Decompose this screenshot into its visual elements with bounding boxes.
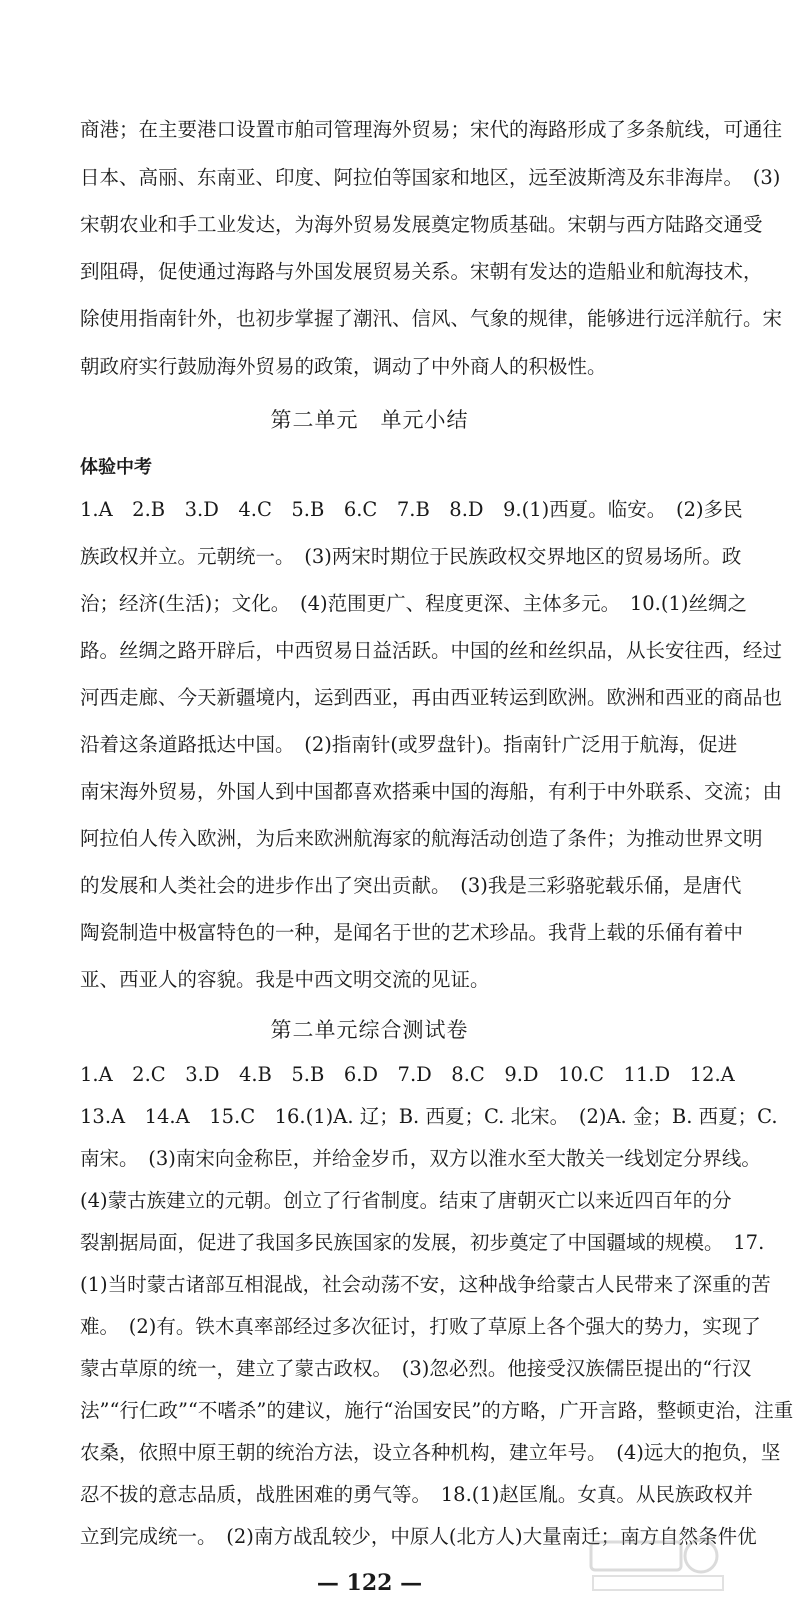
text-line: 沿着这条道路抵达中国。 (2)指南针(或罗盘针)。指南针广泛用于航海，促进: [80, 733, 738, 756]
text-line: 治；经济(生活)；文化。 (4)范围更广、程度更深、主体多元。 10.(1)丝绸之: [80, 592, 747, 615]
text-line: 亚、西亚人的容貌。我是中西文明交流的见证。: [80, 968, 490, 991]
section-2-subhead: 体验中考: [80, 457, 152, 478]
text-line: 农桑，依照中原王朝的统治方法，设立各种机构，建立年号。 (4)远大的抱负，坚: [80, 1441, 781, 1464]
text-line: 立到完成统一。 (2)南方战乱较少，中原人(北方人)大量南迁；南方自然条件优: [80, 1525, 757, 1548]
text-line: 的发展和人类社会的进步作出了突出贡献。 (3)我是三彩骆驼载乐俑，是唐代: [80, 874, 742, 897]
text-line: 阿拉伯人传入欧洲，为后来欧洲航海家的航海活动创造了条件；为推动世界文明: [80, 827, 763, 850]
text-line: 1.A 2.B 3.D 4.C 5.B 6.C 7.B 8.D 9.(1)西夏。临安。 (2)多民: [80, 498, 743, 521]
text-line: 南宋。 (3)南宋向金称臣，并给金岁币，双方以淮水至大散关一线划定分界线。: [80, 1147, 761, 1170]
text-line: 南宋海外贸易，外国人到中国都喜欢搭乘中国的海船，有利于中外联系、交流；由: [80, 780, 783, 803]
text-line: 族政权并立。元朝统一。 (3)两宋时期位于民族政权交界地区的贸易场所。政: [80, 545, 742, 568]
text-line: 朝政府实行鼓励海外贸易的政策，调动了中外商人的积极性。: [80, 355, 607, 378]
text-line: 忍不拔的意志品质，战胜困难的勇气等。 18.(1)赵匡胤。女真。从民族政权并: [80, 1483, 753, 1506]
text-line: 路。丝绸之路开辟后，中西贸易日益活跃。中国的丝和丝织品，从长安往西，经过: [80, 639, 783, 662]
watermark-logo: [583, 1534, 733, 1594]
text-line: 蒙古草原的统一，建立了蒙古政权。 (3)忽必烈。他接受汉族儒臣提出的“行汉: [80, 1357, 752, 1380]
text-line: 宋朝农业和手工业发达，为海外贸易发展奠定物质基础。宋朝与西方陆路交通受: [80, 213, 763, 236]
text-line: (4)蒙古族建立的元朝。创立了行省制度。结束了唐朝灭亡以来近四百年的分: [80, 1189, 732, 1212]
text-line: 难。 (2)有。铁木真率部经过多次征讨，打败了草原上各个强大的势力，实现了: [80, 1315, 761, 1338]
text-line: 商港；在主要港口设置市舶司管理海外贸易；宋代的海路形成了多条航线，可通往: [80, 118, 783, 141]
text-line: 到阻碍，促使通过海路与外国发展贸易关系。宋朝有发达的造船业和航海技术，: [80, 260, 763, 283]
section-3-title: 第二单元综合测试卷: [270, 1018, 469, 1042]
section-2-title: 第二单元 单元小结: [270, 408, 469, 432]
text-line: 1.A 2.C 3.D 4.B 5.B 6.D 7.D 8.C 9.D 10.C 11.D 12.A: [80, 1063, 735, 1086]
text-line: 陶瓷制造中极富特色的一种，是闻名于世的艺术珍品。我背上载的乐俑有着中: [80, 921, 744, 944]
text-line: 裂割据局面，促进了我国多民族国家的发展，初步奠定了中国疆域的规模。 17.: [80, 1231, 765, 1254]
text-line: 河西走廊、今天新疆境内，运到西亚，再由西亚转运到欧洲。欧洲和西亚的商品也: [80, 686, 783, 709]
text-line: 除使用指南针外，也初步掌握了潮汛、信风、气象的规律，能够进行远洋航行。宋: [80, 307, 783, 330]
text-line: 日本、高丽、东南亚、印度、阿拉伯等国家和地区，远至波斯湾及东非海岸。 (3): [80, 166, 781, 189]
page-number: — 122 —: [316, 1570, 423, 1596]
text-line: 13.A 14.A 15.C 16.(1)A. 辽；B. 西夏；C. 北宋。 (2)A. 金；B. 西夏；C.: [80, 1105, 778, 1128]
text-line: 法”“行仁政”“不嗜杀”的建议，施行“治国安民”的方略，广开言路，整顿吏治，注重: [80, 1399, 793, 1422]
text-line: (1)当时蒙古诸部互相混战，社会动荡不安，这种战争给蒙古人民带来了深重的苦: [80, 1273, 771, 1296]
